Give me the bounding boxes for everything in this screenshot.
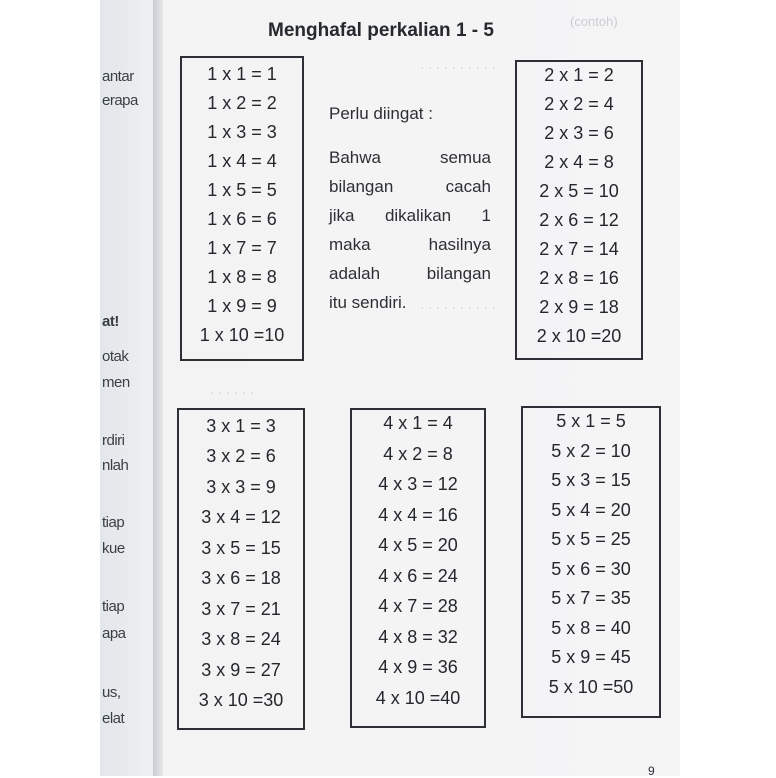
- table-row: 3 x 9 = 27: [201, 660, 281, 680]
- show-through-text: · · · · · ·: [210, 385, 255, 400]
- left-page-fragment: elat: [102, 710, 125, 727]
- left-page-fragment: apa: [102, 625, 126, 642]
- show-through-text: · · · · · · · · · ·: [420, 60, 496, 75]
- note-line: adalah bilangan: [329, 264, 491, 283]
- left-page-fragment: tiap: [102, 514, 125, 531]
- table-row: 5 x 8 = 40: [551, 618, 631, 638]
- note-heading: Perlu diingat :: [329, 104, 433, 123]
- table-row: 5 x 4 = 20: [551, 500, 631, 520]
- table-row: 1 x 5 = 5: [207, 180, 277, 200]
- table-row: 1 x 10 =10: [199, 325, 285, 345]
- left-page-fragment: nlah: [102, 457, 129, 474]
- table-row: 4 x 10 =40: [375, 688, 461, 708]
- left-page-fragment: us,: [102, 684, 121, 701]
- times-table-1: [180, 56, 304, 361]
- left-page-fragment: at!: [102, 313, 119, 330]
- note-line: maka hasilnya: [329, 235, 491, 254]
- table-row: 2 x 7 = 14: [539, 239, 619, 259]
- table-row: 5 x 9 = 45: [551, 647, 631, 667]
- table-row: 1 x 4 = 4: [207, 151, 277, 171]
- table-row: 5 x 3 = 15: [551, 470, 631, 490]
- table-row: 2 x 4 = 8: [544, 152, 614, 172]
- table-row: 2 x 3 = 6: [544, 123, 614, 143]
- table-row: 5 x 7 = 35: [551, 588, 631, 608]
- table-row: 1 x 6 = 6: [207, 209, 277, 229]
- table-row: 5 x 6 = 30: [551, 559, 631, 579]
- note-line: jika dikalikan 1: [329, 206, 491, 225]
- table-row: 3 x 4 = 12: [201, 507, 281, 527]
- times-table-4: [350, 408, 486, 728]
- times-table-2: [515, 60, 643, 360]
- table-row: 2 x 1 = 2: [544, 65, 614, 85]
- table-row: 2 x 6 = 12: [539, 210, 619, 230]
- table-row: 3 x 2 = 6: [206, 446, 276, 466]
- table-row: 5 x 1 = 5: [556, 411, 626, 431]
- table-row: 1 x 7 = 7: [207, 238, 277, 258]
- left-page-fragment: kue: [102, 540, 125, 557]
- table-row: 4 x 4 = 16: [378, 505, 458, 525]
- left-page-fragment: otak: [102, 348, 129, 365]
- table-row: 5 x 2 = 10: [551, 441, 631, 461]
- table-row: 4 x 8 = 32: [378, 627, 458, 647]
- table-row: 3 x 5 = 15: [201, 538, 281, 558]
- times-table-3: [177, 408, 305, 730]
- note-line: bilangan cacah: [329, 177, 491, 196]
- table-row: 4 x 5 = 20: [378, 535, 458, 555]
- left-page-fragment: rdiri: [102, 432, 125, 449]
- page-number: 9: [648, 764, 655, 778]
- table-row: 4 x 7 = 28: [378, 596, 458, 616]
- table-row: 5 x 10 =50: [548, 677, 634, 697]
- table-row: 2 x 5 = 10: [539, 181, 619, 201]
- left-page-fragment: tiap: [102, 598, 125, 615]
- table-row: 1 x 2 = 2: [207, 93, 277, 113]
- table-row: 4 x 2 = 8: [383, 444, 453, 464]
- table-row: 3 x 6 = 18: [201, 568, 281, 588]
- show-through-text: (contoh): [570, 14, 618, 29]
- table-row: 3 x 7 = 21: [201, 599, 281, 619]
- table-row: 4 x 3 = 12: [378, 474, 458, 494]
- table-row: 3 x 8 = 24: [201, 629, 281, 649]
- times-table-5: [521, 406, 661, 718]
- page-title: Menghafal perkalian 1 - 5: [268, 20, 494, 41]
- table-row: 2 x 9 = 18: [539, 297, 619, 317]
- note-line: Bahwa semua: [329, 148, 491, 167]
- note-line: itu sendiri.: [329, 293, 407, 312]
- table-row: 1 x 8 = 8: [207, 267, 277, 287]
- table-row: 2 x 2 = 4: [544, 94, 614, 114]
- table-row: 3 x 3 = 9: [206, 477, 276, 497]
- left-page-fragment: antar: [102, 68, 134, 85]
- table-row: 4 x 1 = 4: [383, 413, 453, 433]
- table-row: 2 x 10 =20: [536, 326, 622, 346]
- table-row: 3 x 10 =30: [198, 690, 284, 710]
- table-row: 4 x 9 = 36: [378, 657, 458, 677]
- table-row: 2 x 8 = 16: [539, 268, 619, 288]
- table-row: 3 x 1 = 3: [206, 416, 276, 436]
- left-page-fragment: erapa: [102, 92, 138, 109]
- book-gutter: [153, 0, 163, 776]
- table-row: 1 x 9 = 9: [207, 296, 277, 316]
- table-row: 4 x 6 = 24: [378, 566, 458, 586]
- show-through-text: · · · · · · · · · ·: [420, 300, 496, 315]
- table-row: 1 x 3 = 3: [207, 122, 277, 142]
- left-page-fragment: men: [102, 374, 130, 391]
- table-row: 5 x 5 = 25: [551, 529, 631, 549]
- table-row: 1 x 1 = 1: [207, 64, 277, 84]
